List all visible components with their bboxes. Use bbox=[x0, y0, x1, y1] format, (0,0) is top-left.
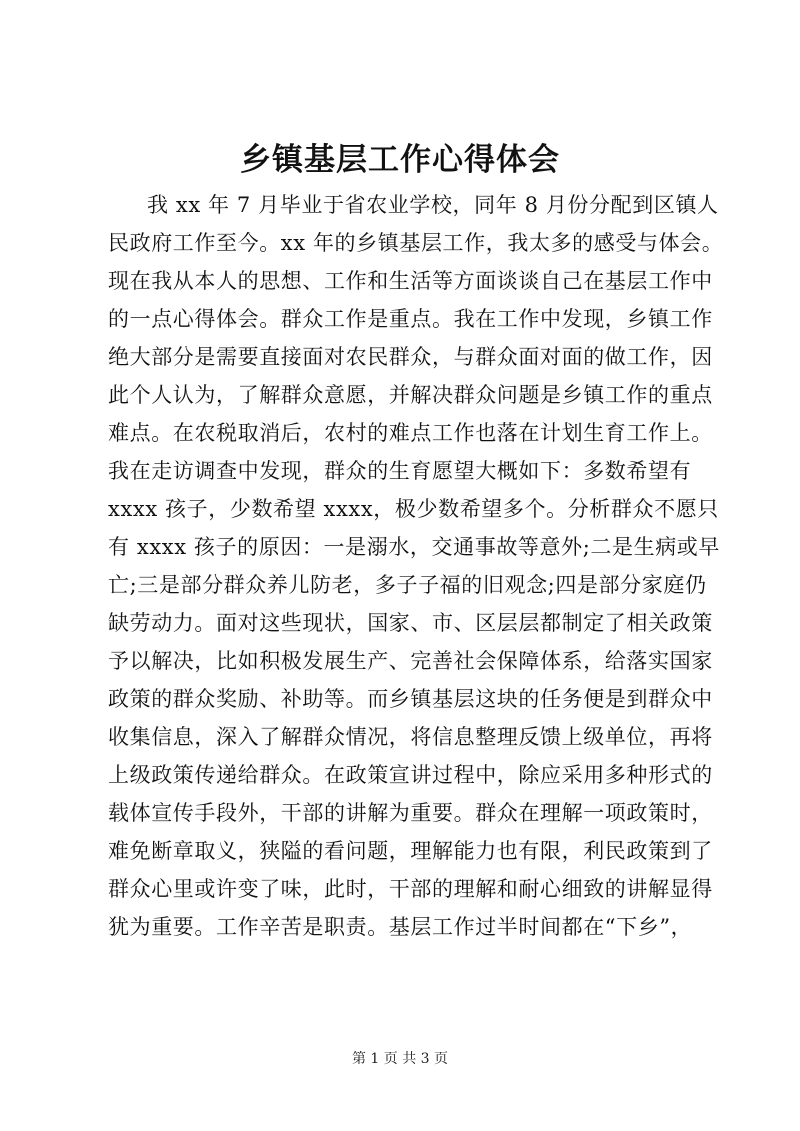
body-line: 的一点心得体会。群众工作是重点。我在工作中发现，乡镇工作 bbox=[108, 307, 713, 331]
page-number-footer: 第 1 页 共 3 页 bbox=[351, 1051, 449, 1067]
body-line: 现在我从本人的思想、工作和生活等方面谈谈自己在基层工作中 bbox=[108, 269, 713, 293]
body-line: 缺劳动力。面对这些现状，国家、市、区层层都制定了相关政策 bbox=[108, 611, 713, 635]
body-line: 我 xx 年 7 月毕业于省农业学校，同年 8 月份分配到区镇人 bbox=[147, 193, 719, 217]
body-line: 此个人认为，了解群众意愿，并解决群众问题是乡镇工作的重点 bbox=[108, 383, 713, 407]
body-line: xxxx 孩子，少数希望 xxxx，极少数希望多个。分析群众不愿只 bbox=[108, 497, 719, 521]
body-line: 我在走访调查中发现，群众的生育愿望大概如下：多数希望有 bbox=[108, 459, 692, 483]
body-line: 难点。在农税取消后，农村的难点工作也落在计划生育工作上。 bbox=[108, 421, 713, 445]
body-line: 政策的群众奖励、补助等。而乡镇基层这块的任务便是到群众中 bbox=[108, 687, 713, 711]
body-line: 群众心里或许变了味，此时，干部的理解和耐心细致的讲解显得 bbox=[108, 877, 713, 901]
body-line: 绝大部分是需要直接面对农民群众，与群众面对面的做工作，因 bbox=[108, 345, 713, 369]
body-line: 载体宣传手段外，干部的讲解为重要。群众在理解一项政策时， bbox=[108, 801, 713, 825]
body-line: 予以解决，比如积极发展生产、完善社会保障体系，给落实国家 bbox=[108, 649, 713, 673]
body-line: 收集信息，深入了解群众情况，将信息整理反馈上级单位，再将 bbox=[108, 725, 713, 749]
body-line: 有 xxxx 孩子的原因：一是溺水，交通事故等意外;二是生病或早 bbox=[108, 535, 720, 559]
body-line: 犹为重要。工作辛苦是职责。基层工作过半时间都在“下乡”， bbox=[108, 915, 693, 939]
body-line: 民政府工作至今。xx 年的乡镇基层工作，我太多的感受与体会。 bbox=[108, 231, 724, 255]
document-title: 乡镇基层工作心得体会 bbox=[240, 142, 560, 178]
body-line: 上级政策传递给群众。在政策宣讲过程中，除应采用多种形式的 bbox=[108, 763, 713, 787]
body-line: 难免断章取义，狭隘的看问题，理解能力也有限，利民政策到了 bbox=[108, 839, 713, 863]
body-line: 亡;三是部分群众养儿防老，多子子福的旧观念;四是部分家庭仍 bbox=[108, 573, 707, 597]
